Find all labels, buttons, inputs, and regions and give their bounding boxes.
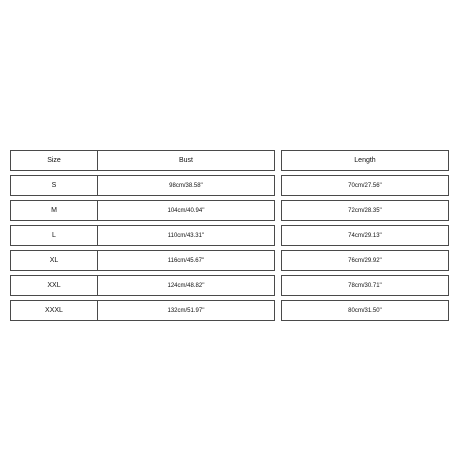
- cell-length: 80cm/31.50'': [281, 300, 449, 321]
- cell-bust: 124cm/48.82'': [98, 275, 275, 296]
- cell-size: XXL: [10, 275, 98, 296]
- size-chart-table: [10, 146, 449, 325]
- cell-size: M: [10, 200, 98, 221]
- table-row: [10, 200, 449, 221]
- cell-bust: 98cm/38.58'': [98, 175, 275, 196]
- header-length: Length: [281, 150, 449, 171]
- cell-bust: 104cm/40.94'': [98, 200, 275, 221]
- table-row: [10, 250, 449, 271]
- table-row: [10, 175, 449, 196]
- cell-length: 78cm/30.71'': [281, 275, 449, 296]
- table-header-row: [10, 150, 449, 171]
- cell-size: S: [10, 175, 98, 196]
- cell-size: XL: [10, 250, 98, 271]
- cell-size: XXXL: [10, 300, 98, 321]
- cell-bust: 110cm/43.31'': [98, 225, 275, 246]
- cell-bust: 116cm/45.67'': [98, 250, 275, 271]
- table-row: [10, 300, 449, 321]
- header-bust: Bust: [98, 150, 275, 171]
- table-row: [10, 225, 449, 246]
- cell-length: 72cm/28.35'': [281, 200, 449, 221]
- cell-bust: 132cm/51.97'': [98, 300, 275, 321]
- cell-size: L: [10, 225, 98, 246]
- cell-length: 74cm/29.13'': [281, 225, 449, 246]
- cell-length: 70cm/27.56'': [281, 175, 449, 196]
- table-row: [10, 275, 449, 296]
- cell-length: 76cm/29.92'': [281, 250, 449, 271]
- header-size: Size: [10, 150, 98, 171]
